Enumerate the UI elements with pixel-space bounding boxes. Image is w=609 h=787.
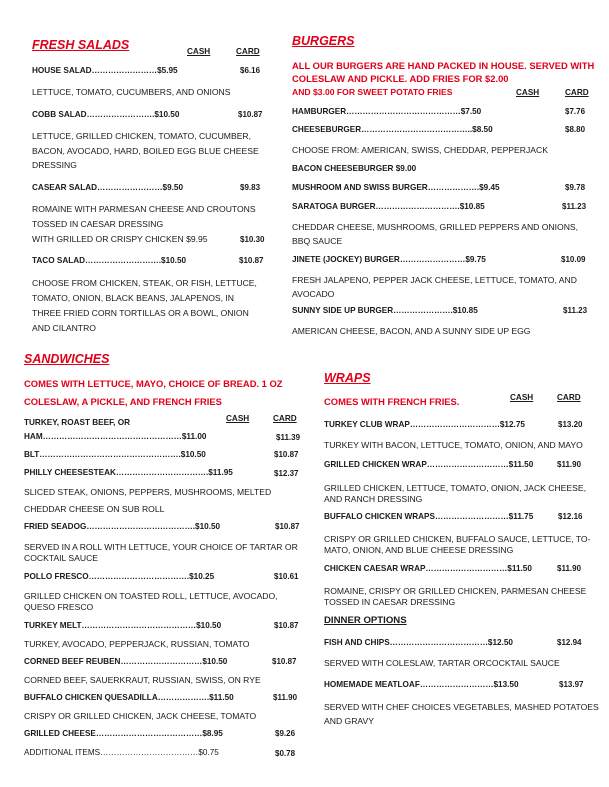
taco-salad-desc-4: AND CILANTRO <box>32 323 96 333</box>
salads-card-header: CARD <box>236 47 260 56</box>
turkey-melt-item: TURKEY MELT……………………………………$10.50 <box>24 621 222 630</box>
chicken-addon-label: WITH GRILLED OR CRISPY CHICKEN $9.95 <box>32 234 208 244</box>
taco-salad-item: TACO SALAD……………………….$10.50 <box>32 256 187 265</box>
burgers-intro-1: ALL OUR BURGERS ARE HAND PACKED IN HOUSE. SERVED WITH <box>292 60 595 71</box>
wraps-card-header: CARD <box>557 393 581 402</box>
sandwiches-intro-2: COLESLAW, A PICKLE, AND FRENCH FRIES <box>24 396 222 407</box>
casear-salad-card-price: $9.83 <box>240 183 261 192</box>
sandwiches-intro-1: COMES WITH LETTUCE, MAYO, CHOICE OF BREAD. 1 OZ <box>24 378 283 389</box>
hamburger-card-price: $7.76 <box>565 107 586 116</box>
saratoga-desc-1: CHEDDAR CHEESE, MUSHROOMS, GRILLED PEPPERS AND ONIONS, <box>292 222 579 232</box>
buffalo-quesadilla-card-price: $11.90 <box>273 693 298 702</box>
cobb-salad-item: COBB SALAD…………………….$10.50 <box>32 110 180 119</box>
philly-cheesesteak-item: PHILLY CHEESESTEAK…………………………….$11.95 <box>24 468 233 477</box>
mushroom-swiss-card-price: $9.78 <box>565 183 586 192</box>
corned-beef-reuben-item: CORNED BEEF REUBEN…………………………$10.50 <box>24 657 228 666</box>
cheese-choice-desc: CHOOSE FROM: AMERICAN, SWISS, CHEDDAR, PEPPERJACK <box>292 145 548 155</box>
buffalo-chicken-wraps-desc-1: CRISPY OR GRILLED CHICKEN, BUFFALO SAUCE, LETTUCE, TO- <box>324 534 591 544</box>
buffalo-chicken-wraps-card-price: $12.16 <box>558 512 583 521</box>
chicken-caesar-wrap-desc-1: ROMAINE, CRISPY OR GRILLED CHICKEN, PARMESAN CHEESE <box>324 586 587 596</box>
fried-seadog-item: FRIED SEADOG………………………………….$10.50 <box>24 522 221 531</box>
buffalo-chicken-quesadilla-item: BUFFALO CHICKEN QUESADILLA……………….$11.50 <box>24 693 234 702</box>
saratoga-desc-2: BBQ SAUCE <box>292 236 343 246</box>
cobb-salad-card-price: $10.87 <box>238 110 263 119</box>
saratoga-card-price: $11.23 <box>562 202 587 211</box>
grilled-chicken-wrap-item: GRILLED CHICKEN WRAP…………………………$11.50 <box>324 460 534 469</box>
saratoga-burger-item: SARATOGA BURGER………………………….$10.85 <box>292 202 485 211</box>
sunny-side-up-card-price: $11.23 <box>563 306 588 315</box>
pollo-fresco-desc-1: GRILLED CHICKEN ON TOASTED ROLL, LETTUCE, AVOCADO, <box>24 591 278 601</box>
hamburger-item: HAMBURGER……………………………………$7.50 <box>292 107 482 116</box>
mushroom-swiss-burger-item: MUSHROOM AND SWISS BURGER……………….$9.45 <box>292 183 500 192</box>
pollo-fresco-item: POLLO FRESCO……………………………….$10.25 <box>24 572 215 581</box>
wraps-intro: COMES WITH FRENCH FRIES. <box>324 396 460 407</box>
sandwiches-cash-header: CASH <box>226 414 250 423</box>
blt-item: BLT…………………………………………….$10.50 <box>24 450 206 459</box>
pollo-fresco-card-price: $10.61 <box>274 572 299 581</box>
fried-seadog-desc-1: SERVED IN A ROLL WITH LETTUCE, YOUR CHOICE OF TARTAR OR <box>24 542 298 552</box>
chicken-addon-card-price: $10.30 <box>240 235 265 244</box>
sandwiches-title: SANDWICHES <box>24 352 110 366</box>
sunny-side-up-desc: AMERICAN CHEESE, BACON, AND A SUNNY SIDE UP EGG <box>292 326 531 336</box>
casear-salad-item: CASEAR SALAD……………………$9.50 <box>32 183 184 192</box>
taco-salad-desc-2: TOMATO, ONION, BLACK BEANS, JALAPENOS, IN <box>32 293 235 303</box>
grilled-cheese-card-price: $9.26 <box>275 729 296 738</box>
turkey-club-wrap-card-price: $13.20 <box>558 420 583 429</box>
chicken-caesar-wrap-item: CHICKEN CAESAR WRAP…………………………$11.50 <box>324 564 532 573</box>
corned-beef-reuben-desc: CORNED BEEF, SAUERKRAUT, RUSSIAN, SWISS, ON RYE <box>24 675 261 685</box>
taco-salad-desc-1: CHOOSE FROM CHICKEN, STEAK, OR FISH, LETTUCE, <box>32 278 257 288</box>
turkey-roast-beef-card-price: $11.39 <box>276 433 301 442</box>
fresh-salads-title: FRESH SALADS <box>32 38 130 52</box>
wraps-title: WRAPS <box>324 371 371 385</box>
burgers-cash-header: CASH <box>516 88 540 97</box>
sandwiches-card-header: CARD <box>273 414 297 423</box>
casear-salad-desc-2: TOSSED IN CAESAR DRESSING <box>32 219 164 229</box>
jinete-burger-item: JINETE (JOCKEY) BURGER……………………$9.75 <box>292 255 486 264</box>
cobb-salad-desc-1: LETTUCE, GRILLED CHICKEN, TOMATO, CUCUMBER, <box>32 131 252 141</box>
house-salad-item: HOUSE SALAD……………………$5.95 <box>32 66 178 75</box>
casear-salad-desc-1: ROMAINE WITH PARMESAN CHEESE AND CROUTONS <box>32 204 256 214</box>
dinner-options-title: DINNER OPTIONS <box>324 615 407 626</box>
grilled-chicken-wrap-desc-2: AND RANCH DRESSING <box>324 494 423 504</box>
grilled-cheese-item: GRILLED CHEESE…………………………………$8.95 <box>24 729 223 738</box>
cobb-salad-desc-3: DRESSING <box>32 160 77 170</box>
fish-and-chips-item: FISH AND CHIPS………………………………$12.50 <box>324 638 513 647</box>
buffalo-chicken-wraps-desc-2: MATO, ONION, AND BLUE CHEESE DRESSING <box>324 545 514 555</box>
salads-cash-header: CASH <box>187 47 211 56</box>
homemade-meatloaf-desc-1: SERVED WITH CHEF CHOICES VEGETABLES, MASHED POTATOES <box>324 702 599 712</box>
turkey-melt-desc: TURKEY, AVOCADO, PEPPERJACK, RUSSIAN, TOMATO <box>24 639 250 649</box>
cobb-salad-desc-2: BACON, AVOCADO, HARD, BOILED EGG BLUE CHEESE <box>32 146 259 156</box>
jinete-desc-2: AVOCADO <box>292 289 335 299</box>
buffalo-chicken-wraps-item: BUFFALO CHICKEN WRAPS………………………$11.75 <box>324 512 534 521</box>
philly-cheesesteak-card-price: $12.37 <box>274 469 299 478</box>
turkey-club-wrap-desc: TURKEY WITH BACON, LETTUCE, TOMATO, ONION, AND MAYO <box>324 440 583 450</box>
pollo-fresco-desc-2: QUESO FRESCO <box>24 602 94 612</box>
turkey-melt-card-price: $10.87 <box>274 621 299 630</box>
additional-items-item: ADDITIONAL ITEMS………………………………$0.75 <box>24 748 219 757</box>
burgers-intro-2: COLESLAW AND PICKLE. ADD FRIES FOR $2.00 <box>292 73 509 84</box>
homemade-meatloaf-card-price: $13.97 <box>559 680 584 689</box>
bacon-cheeseburger-item: BACON CHEESEBURGER $9.00 <box>292 164 417 173</box>
grilled-chicken-wrap-desc-1: GRILLED CHICKEN, LETTUCE, TOMATO, ONION, JACK CHEESE, <box>324 483 586 493</box>
wraps-cash-header: CASH <box>510 393 534 402</box>
cheeseburger-item: CHEESEBURGER…………………………………..$8.50 <box>292 125 493 134</box>
additional-items-card-price: $0.78 <box>275 749 296 758</box>
homemade-meatloaf-desc-2: AND GRAVY <box>324 716 374 726</box>
philly-desc-2: CHEDDAR CHEESE ON SUB ROLL <box>24 504 165 514</box>
blt-card-price: $10.87 <box>274 450 299 459</box>
sunny-side-up-burger-item: SUNNY SIDE UP BURGER………………….$10.85 <box>292 306 478 315</box>
taco-salad-desc-3: THREE FRIED CORN TORTILLAS OR A BOWL, ONION <box>32 308 249 318</box>
homemade-meatloaf-item: HOMEMADE MEATLOAF………………………$13.50 <box>324 680 519 689</box>
burgers-intro-3: AND $3.00 FOR SWEET POTATO FRIES <box>292 87 453 97</box>
burgers-title: BURGERS <box>292 34 355 48</box>
philly-desc-1: SLICED STEAK, ONIONS, PEPPERS, MUSHROOMS, MELTED <box>24 487 272 497</box>
chicken-caesar-wrap-desc-2: TOSSED IN CAESAR DRESSING <box>324 597 456 607</box>
cheeseburger-card-price: $8.80 <box>565 125 586 134</box>
jinete-desc-1: FRESH JALAPENO, PEPPER JACK CHEESE, LETTUCE, TOMATO, AND <box>292 275 577 285</box>
fish-and-chips-desc: SERVED WITH COLESLAW, TARTAR ORCOCKTAIL SAUCE <box>324 658 560 668</box>
turkey-club-wrap-item: TURKEY CLUB WRAP……………………………$12.75 <box>324 420 525 429</box>
grilled-chicken-wrap-card-price: $11.90 <box>557 460 582 469</box>
taco-salad-card-price: $10.87 <box>239 256 264 265</box>
corned-beef-reuben-card-price: $10.87 <box>272 657 297 666</box>
jinete-card-price: $10.09 <box>561 255 586 264</box>
burgers-card-header: CARD <box>565 88 589 97</box>
chicken-caesar-wrap-card-price: $11.90 <box>557 564 582 573</box>
turkey-roast-beef-item-line1: TURKEY, ROAST BEEF, OR <box>24 418 130 427</box>
house-salad-card-price: $6.16 <box>240 66 261 75</box>
fried-seadog-desc-2: COCKTAIL SAUCE <box>24 553 99 563</box>
fish-and-chips-card-price: $12.94 <box>557 638 582 647</box>
buffalo-quesadilla-desc: CRISPY OR GRILLED CHICKEN, JACK CHEESE, TOMATO <box>24 711 257 721</box>
fried-seadog-card-price: $10.87 <box>275 522 300 531</box>
turkey-roast-beef-item-line2: HAM……………………………………………$11.00 <box>24 432 207 441</box>
house-salad-desc: LETTUCE, TOMATO, CUCUMBERS, AND ONIONS <box>32 87 231 97</box>
